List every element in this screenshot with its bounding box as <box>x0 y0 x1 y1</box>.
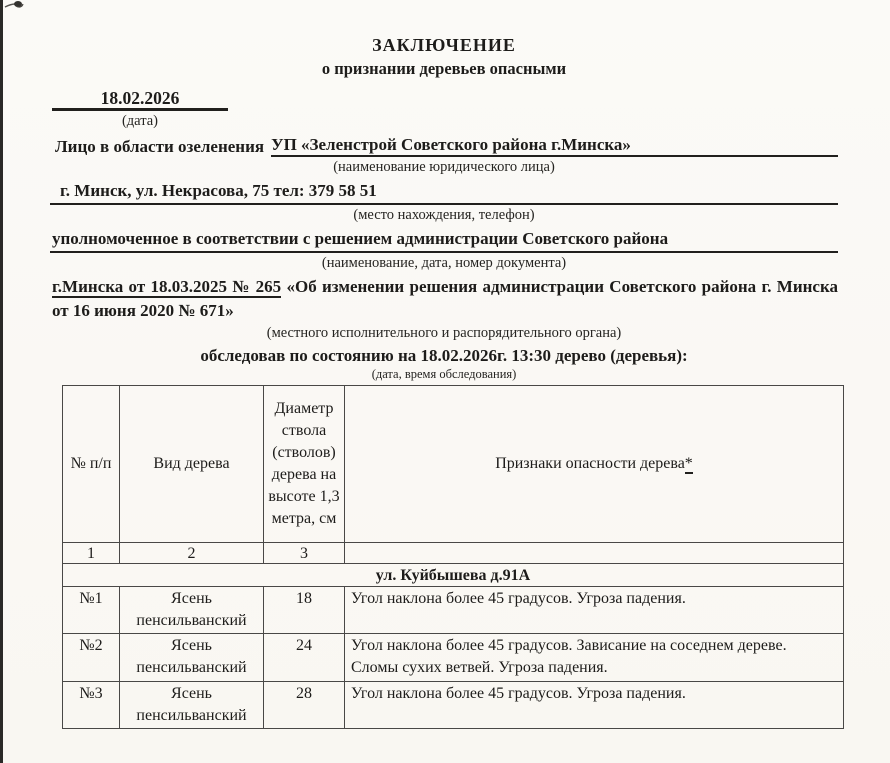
trees-table <box>62 385 844 729</box>
table-row <box>63 682 844 729</box>
col-header-number: № п/п <box>63 386 120 543</box>
entity-value-underline <box>271 134 838 157</box>
scan-edge-artifact <box>0 0 3 763</box>
survey-line: обследовав по состоянию на 18.02.2026г. 13:30 дерево (деревья): <box>200 346 688 365</box>
entity-value: УП «Зеленстрой Советского района г.Минска» <box>271 135 631 154</box>
cell-danger-signs: Угол наклона более 45 градусов. Зависание на соседнем дереве. Сломы сухих ветвей. Угроза падения. <box>345 634 844 682</box>
column-number-empty <box>345 543 844 564</box>
authorized-field <box>50 228 838 253</box>
decision-caption: (местного исполнительного и распорядительного органа) <box>266 325 622 341</box>
date-value: 18.02.2026 <box>100 88 180 108</box>
column-number: 1 <box>63 543 120 564</box>
danger-header-text: Признаки опасности дерева <box>495 455 685 472</box>
cell-tree-number: №1 <box>63 587 120 634</box>
cell-tree-number: №2 <box>63 634 120 682</box>
entity-field <box>50 134 838 157</box>
table-header-row <box>63 386 844 543</box>
cell-tree-species: Ясень пенсильванский <box>120 634 264 682</box>
col-header-species: Вид дерева <box>120 386 264 543</box>
decision-paragraph <box>50 275 838 323</box>
cell-danger-signs: Угол наклона более 45 градусов. Угроза падения. <box>345 682 844 729</box>
authorized-value: уполномоченное в соответствии с решением администрации Советского района <box>52 229 669 248</box>
cell-tree-diameter: 18 <box>264 587 345 634</box>
document-title: ЗАКЛЮЧЕНИЕ <box>372 35 516 55</box>
footnote-asterisk: * <box>684 455 693 472</box>
entity-caption: (наименование юридического лица) <box>333 159 555 175</box>
decision-text: «Об изменении решения администрации Советского района г. Минска от 16 июня 2020 № 671» <box>52 277 839 320</box>
cell-danger-signs: Угол наклона более 45 градусов. Угроза падения. <box>345 587 844 634</box>
entity-label: Лицо в области озеленения <box>55 137 265 156</box>
survey-caption: (дата, время обследования) <box>371 367 517 381</box>
column-numbers-row <box>63 543 844 564</box>
date-caption: (дата) <box>121 113 159 129</box>
location-address: ул. Куйбышева д.91А <box>63 564 844 587</box>
address-caption: (место нахождения, телефон) <box>353 207 535 223</box>
authorized-caption: (наименование, дата, номер документа) <box>321 255 567 271</box>
column-number: 2 <box>120 543 264 564</box>
address-value: г. Минск, ул. Некрасова, 75 тел: 379 58 51 <box>60 181 377 200</box>
document-content <box>50 34 838 729</box>
scan-mark-icon <box>3 0 33 12</box>
table-row <box>63 634 844 682</box>
document-subtitle: о признании деревьев опасными <box>321 59 567 78</box>
table-row <box>63 587 844 634</box>
cell-tree-number: №3 <box>63 682 120 729</box>
location-row <box>63 564 844 587</box>
cell-tree-diameter: 28 <box>264 682 345 729</box>
cell-tree-species: Ясень пенсильванский <box>120 587 264 634</box>
cell-tree-diameter: 24 <box>264 634 345 682</box>
col-header-danger <box>345 386 844 543</box>
address-field <box>50 180 838 205</box>
column-number: 3 <box>264 543 345 564</box>
date-field <box>52 88 228 111</box>
cell-tree-species: Ясень пенсильванский <box>120 682 264 729</box>
col-header-diameter: Диаметр ствола (стволов) дерева на высоте 1,3 метра, см <box>264 386 345 543</box>
decision-reference: г.Минска от 18.03.2025 № 265 <box>52 277 282 296</box>
